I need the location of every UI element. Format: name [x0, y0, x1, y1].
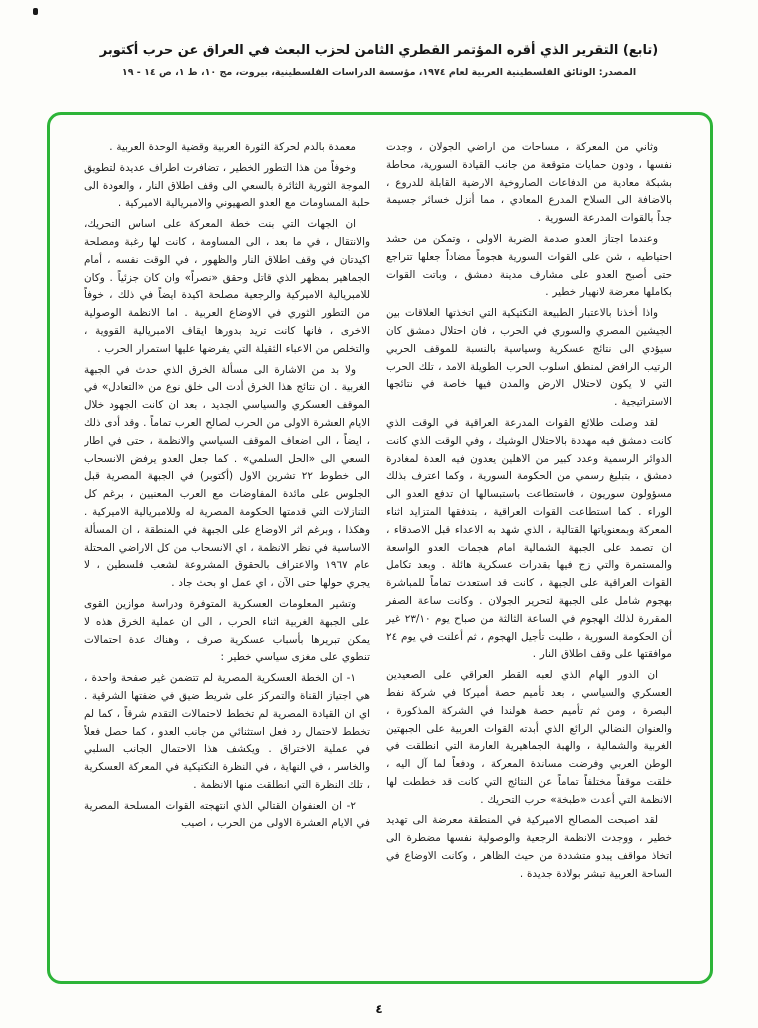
paragraph: وثاني من المعركة ، مساحات من اراضي الجولان ، وجدت نفسها ، ودون حمايات متوقعة من جانب القيادة السورية، محاطة بشبكة معادية من الدفاعات الصاروخية الارضية القابلة للدروع ، بالاضافة الى السلاح المدرع المعادي ، مما أنزل خسائر جسيمة جداً بالقوات المدرعة السورية .: [386, 141, 672, 225]
document-title: (تابع) التقرير الذي أقره المؤتمر القطري الثامن لحزب البعث في العراق عن حرب أكتوبر: [99, 43, 659, 58]
paragraph: ولا بد من الاشارة الى مسألة الخرق الذي حدث في الجبهة الغربية . ان نتائج هذا الخرق أدت الى خلق نوع من «التعادل» في الموقف العسكري والسياسي الجديد ، بعد ان كانت الجهود خلال الايام العشرة الاولى من الحرب لصالح العرب تماماً . وقد أدى ذلك ، ايضاً ، الى اضعاف الموقف السياسي والانظمة ، حتى في اطار السعي الى «الحل السلمي» . كما جعل العدو يرفض الانسحاب الى خطوط ٢٢ تشرين الاول (أكتوبر) في الجبهة المصرية قبل الجلوس على مائدة المفاوضات مع العرب المعنيين ، برغم كل التنازلات التي قدمتها الحكومة المصرية له وللامبريالية الاميركية . وهكذا ، وبرغم اثر الاوضاع على الجبهة في المنطقة ، ان المسألة الاساسية في نظر الانظمة ، اي الانسحاب من كل الاراضي المحتلة عام ١٩٦٧ والاعتراف بالحقوق المشروعة لشعب فلسطين ، لا يجري حولها حتى الآن ، اي عمل او بحث جاد .: [84, 363, 370, 590]
green-border-frame: [47, 112, 713, 984]
right-text-column: [386, 139, 672, 961]
scan-artifact: [33, 8, 38, 15]
document-source-line: المصدر: الوثائق الفلسطينية العربية لعام ١٩٧٤، مؤسسة الدراسات الفلسطينية، بيروت، مج ١٠، ط ١، ص ١٤ - ١٩: [121, 67, 637, 79]
paragraph: لقد اصبحت المصالح الاميركية في المنطقة معرضة الى تهديد خطير ، ووجدت الانظمة الرجعية والوصولية نفسها مضطرة الى اتخاذ مواقف يبدو متشددة من حيث الظاهر ، وكانت الاوضاع في الساحة العربية تبشر بولادة جديدة .: [386, 814, 672, 880]
text-columns: [84, 139, 672, 961]
paragraph: واذا أخذنا بالاعتبار الطبيعة التكتيكية التي اتخذتها العلاقات بين الجيشين المصري والسوري في الحرب ، فان احتلال دمشق كان سيؤدي الى نتائج عسكرية وسياسية بالنسبة للموقف الحربي الرتيب الرافض لمنطق اسلوب الحرب الطويلة الامد ، تلك الحرب التي لا يكون لاحتلال الارض والمدن فيها خاصة في نتائجها الاستراتيجية .: [386, 307, 672, 409]
document-header: [0, 42, 758, 79]
paragraph: وعندما اجتاز العدو صدمة الضربة الاولى ، وتمكن من حشد احتياطيه ، شن على القوات السورية هجوماً مضاداً جعلها تتراجع حتى أصبح العدو على مشارف مدينة دمشق ، وباتت القوات بكاملها معرضة لانهيار خطير .: [386, 232, 672, 299]
paragraph: وتشير المعلومات العسكرية المتوفرة ودراسة موازين القوى على الجبهة الغربية اثناء الحرب ، الى ان عملية الخرق هذه لا يمكن تبريرها بأسباب عسكرية صرف ، وهناك عدة احتمالات تنطوي على مغزى سياسي خطير :: [84, 597, 370, 664]
paragraph: ان الجهات التي بنت خطة المعركة على اساس التحريك، والانتقال ، في ما بعد ، الى المساومة ، كانت لها رغبة ومصلحة اكيدتان في وقف اطلاق النار والظهور ، في الوقت نفسه ، أمام الجماهير بمظهر الذي قاتل وحقق «نصراً» وان كان جزئياً . وكان للامبريالية الاميركية والرجعية مصلحة اكيدة ايضاً في ذلك ، خوفاً من التطور الثوري في الاوضاع العربية . اما الانظمة الوصولية الاخرى ، فانها كانت تريد بدورها ايقاف الامبريالية القووية ، والتخلص من الاعباء الثقيلة التي يفرضها عليها استمرار الحرب .: [84, 218, 370, 355]
paragraph: وخوفاً من هذا التطور الخطير ، تضافرت اطراف عديدة لتطويق الموجة الثورية الثائرة بالسعي الى وقف اطلاق النار ، والعودة الى حلبة المساومات مع العدو الصهيوني والامبريالية الاميركية .: [84, 161, 370, 210]
page-number: ٤: [375, 1002, 383, 1016]
paragraph: ان الدور الهام الذي لعبه القطر العراقي على الصعيدين العسكري والسياسي ، بعد تأميم حصة أميركا في شركة نفط البصرة ، ومن ثم تأميم حصة هولندا في الشركة المذكورة ، والعنوان النضالي الرائع الذي أبدته القوات العربية على الجبهتين الغربية والشمالية ، والهبة الجماهيرية العارمة التي انطلقت في الوطن العربي وفرضت مساندة المعركة ، ودفعاً لما آل اليه ، خلقت موقفاً مختلفاً تماماً عن النتائج التي كانت قد خططت لها الانظمة التي أعدت «طبخة» حرب التحريك .: [386, 669, 672, 806]
paragraph: لقد وصلت طلائع القوات المدرعة العراقية في الوقت الذي كانت دمشق فيه مهددة بالاحتلال الوشيك ، وفي الوقت الذي كانت الدوائر الرسمية وعدد كبير من الاهلين يعدون فيه العدة لمغادرة دمشق ، بتبليغ رسمي من الحكومة السورية ، وكما اعترف بذلك مسؤولون سوريون ، فاستطاعت باستبسالها ان تدفع العدو الى الوراء . كما استطاعت القوات العراقية ، بتدفقها المتزايد اثناء المعركة وبمعنوياتها القتالية ، الذي شهد به الاعداء قبل الاصدقاء ، ان تصمد على الجبهة الشمالية امام هجمات العدو الواسعة والمستمرة والتي زج فيها بقدرات عسكرية هائلة . وبعد تكامل القوات العراقية على الجبهة ، كانت قد استعدت تماماً للمباشرة بهجوم شامل على الجبهة لتحرير الجولان . وكانت ساعة الصفر المقررة لذلك الهجوم في الساعة الثالثة من صباح يوم ٢٣/١٠ غير أن الحكومة السورية ، طلبت تأجيل الهجوم ، ثم أعلنت في يوم ٢٤ موافقتها على وقف اطلاق النار .: [386, 416, 672, 661]
left-text-column: [84, 139, 370, 961]
paragraph: ١- ان الخطة العسكرية المصرية لم تتضمن غير صفحة واحدة ، هي اجتياز القناة والتمركز على شريط ضيق في ضفتها الشرقية . اي ان القيادة المصرية لم تخطط لاحتمالات التقدم شرقاً ، كما لم تخطط لاحتمال رد فعل استثنائي من جانب العدو ، كما حصل فعلاً في عملية الاختراق . ويكشف هذا الاحتمال الجانب السلبي والخاسر ، في النهاية ، في النظرة التكتيكية في المعركة العسكرية ، تلك النظرة التي انطلقت منها الانظمة .: [84, 672, 370, 791]
paragraph: ٢- ان العنفوان القتالي الذي انتهجته القوات المسلحة المصرية في الايام العشرة الاولى من الحرب ، اصيب: [84, 799, 370, 830]
paragraph: معمدة بالدم لحركة الثورة العربية وقضية الوحدة العربية .: [109, 141, 356, 153]
